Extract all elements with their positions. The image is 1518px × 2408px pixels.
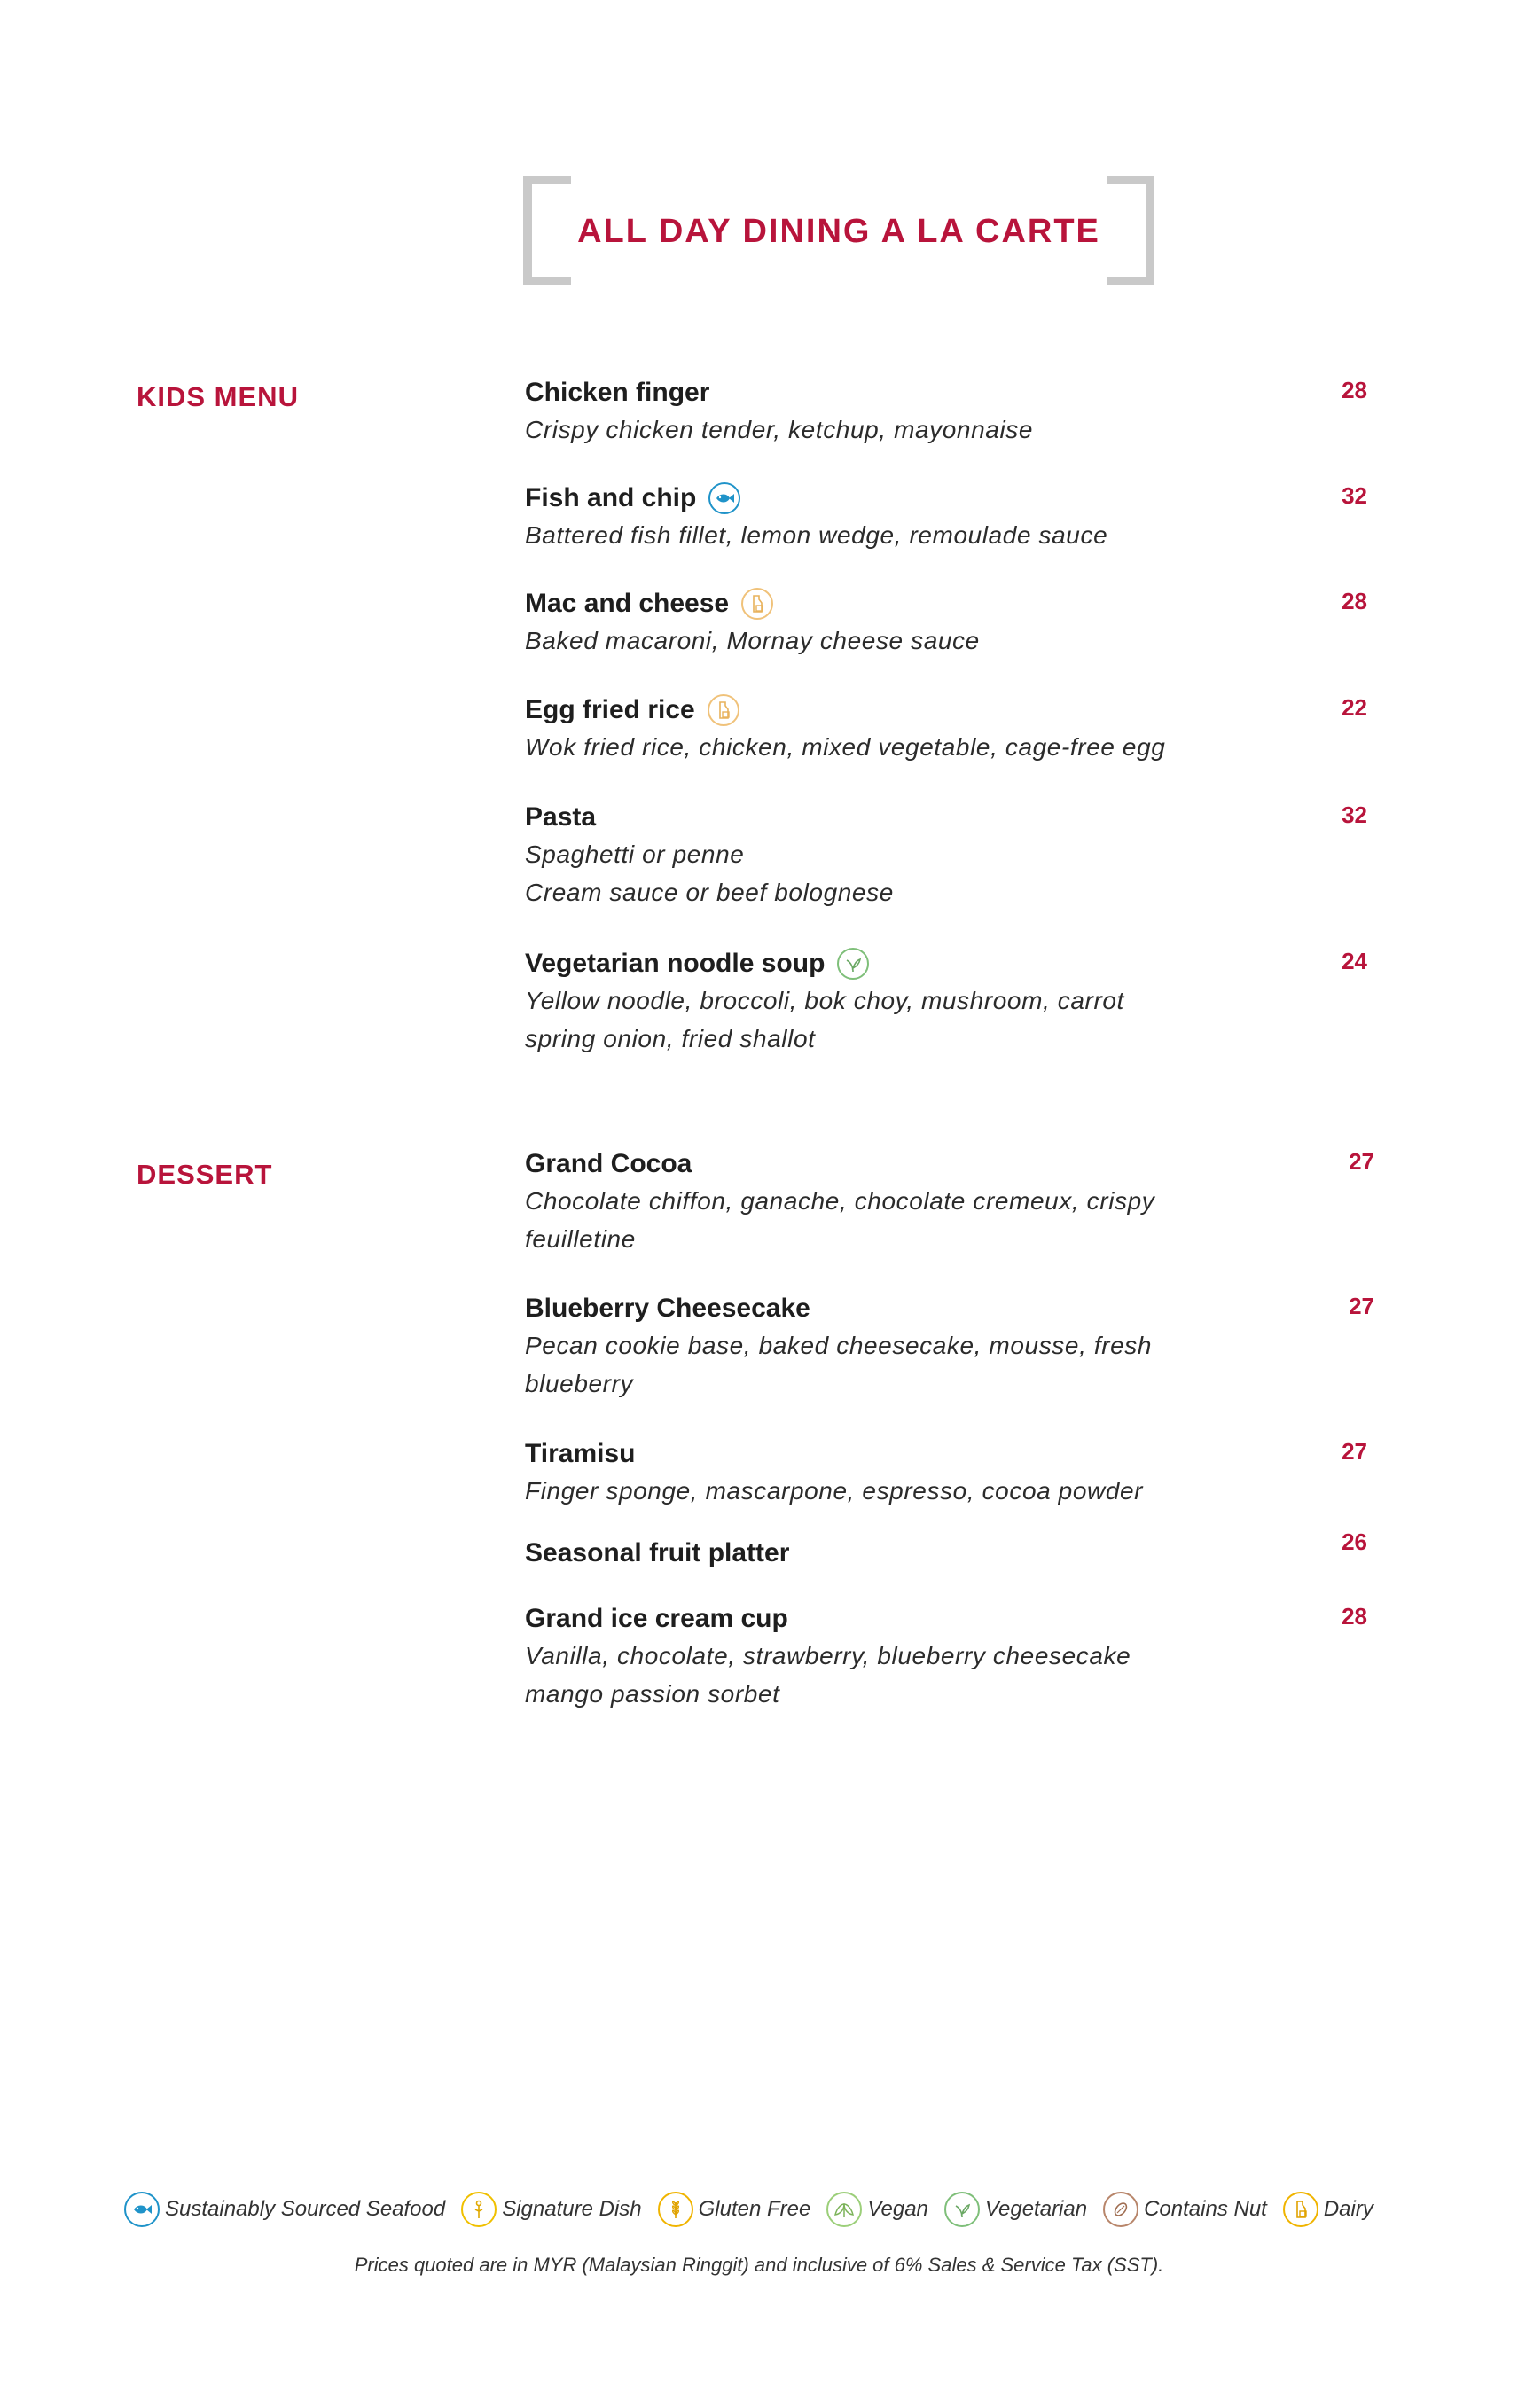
item-description: Finger sponge, mascarpone, espresso, cocoa powder: [525, 1477, 1144, 1505]
item-price: 28: [1342, 588, 1367, 614]
menu-item-tiramisu: [525, 1436, 1367, 1510]
section-label-dessert: DESSERT: [137, 1159, 273, 1190]
price-footnote: Prices quoted are in MYR (Malaysian Ringgit) and inclusive of 6% Sales & Service Tax (SST).: [354, 2254, 1164, 2276]
legend-label: Sustainably Sourced Seafood: [165, 2197, 446, 2221]
item-description: blueberry: [525, 1370, 634, 1397]
item-name: Pasta: [525, 802, 597, 832]
item-price: 22: [1342, 694, 1367, 721]
item-name: Grand ice cream cup: [525, 1604, 788, 1633]
legend-label: Contains Nut: [1144, 2197, 1267, 2221]
nut-icon: [1103, 2192, 1138, 2227]
item-price: 28: [1342, 1603, 1367, 1630]
item-description: Pecan cookie base, baked cheesecake, mousse, fresh: [525, 1332, 1153, 1359]
item-description: Baked macaroni, Mornay cheese sauce: [525, 627, 980, 654]
item-description: mango passion sorbet: [525, 1680, 780, 1708]
vegetarian-icon: [837, 948, 869, 980]
legend-item-gluten-free: [658, 2192, 811, 2227]
item-price: 32: [1342, 801, 1367, 828]
item-price: 27: [1342, 1438, 1367, 1465]
item-price: 26: [1342, 1528, 1367, 1555]
legend-item-vegan: [826, 2192, 928, 2227]
item-description: Cream sauce or beef bolognese: [525, 879, 894, 906]
title-frame: [523, 176, 1154, 285]
legend-label: Signature Dish: [502, 2197, 642, 2221]
page-title: ALL DAY DINING A LA CARTE: [577, 213, 1100, 250]
item-name: Grand Cocoa: [525, 1149, 692, 1178]
menu-item-vegetarian-noodle-soup: [525, 946, 1367, 1058]
legend-item-dairy: [1283, 2192, 1373, 2227]
item-price: 28: [1342, 377, 1367, 403]
item-description: Yellow noodle, broccoli, bok choy, mushroom, carrot: [525, 987, 1124, 1014]
item-description: feuilletine: [525, 1225, 636, 1253]
legend-label: Vegan: [867, 2197, 928, 2221]
menu-item-grand-ice-cream-cup: [525, 1601, 1367, 1713]
fish-icon: [124, 2192, 160, 2227]
vegetarian-icon: [944, 2192, 980, 2227]
menu-item-chicken-finger: [525, 375, 1367, 449]
dairy-icon: [708, 694, 739, 726]
item-name: Chicken finger: [525, 378, 710, 407]
item-price: 32: [1342, 482, 1367, 509]
item-name: Seasonal fruit platter: [525, 1538, 790, 1568]
legend-item-signature: [461, 2192, 641, 2227]
item-name: Egg fried rice: [525, 695, 695, 724]
menu-item-mac-and-cheese: [525, 586, 1367, 660]
item-name: Blueberry Cheesecake: [525, 1294, 810, 1323]
item-name: Tiramisu: [525, 1439, 636, 1468]
item-description: Vanilla, chocolate, strawberry, blueberry cheesecake: [525, 1642, 1131, 1669]
legend-label: Dairy: [1323, 2197, 1373, 2221]
item-description: Wok fried rice, chicken, mixed vegetable, cage-free egg: [525, 733, 1166, 761]
legend-item-seafood: [124, 2192, 445, 2227]
menu-item-egg-fried-rice: [525, 692, 1367, 766]
section-label-kids-menu: KIDS MENU: [137, 381, 299, 412]
item-description: Crispy chicken tender, ketchup, mayonnaise: [525, 416, 1034, 443]
signature-icon: [461, 2192, 497, 2227]
legend-item-nut: [1103, 2192, 1267, 2227]
legend-label: Vegetarian: [984, 2197, 1088, 2221]
item-description: Battered fish fillet, lemon wedge, remoulade sauce: [525, 521, 1108, 549]
item-description: spring onion, fried shallot: [525, 1025, 816, 1052]
menu-item-blueberry-cheesecake: [525, 1291, 1374, 1403]
dairy-icon: [741, 588, 773, 620]
item-description: Chocolate chiffon, ganache, chocolate cremeux, crispy: [525, 1187, 1155, 1215]
item-name: Fish and chip: [525, 483, 697, 512]
menu-item-grand-cocoa: [525, 1146, 1374, 1258]
legend-item-vegetarian: [944, 2192, 1087, 2227]
menu-item-seasonal-fruit-platter: [525, 1528, 1367, 1571]
item-name: Mac and cheese: [525, 589, 730, 618]
legend-label: Gluten Free: [698, 2197, 811, 2221]
dairy-icon: [1283, 2192, 1318, 2227]
menu-item-pasta: [525, 800, 1367, 911]
gluten-free-icon: [658, 2192, 693, 2227]
item-price: 27: [1349, 1293, 1374, 1319]
item-price: 27: [1349, 1148, 1374, 1175]
item-description: Spaghetti or penne: [525, 840, 745, 868]
item-name: Vegetarian noodle soup: [525, 949, 826, 978]
menu-item-fish-and-chip: [525, 481, 1367, 554]
item-price: 24: [1342, 948, 1367, 974]
fish-icon: [708, 482, 740, 514]
vegan-icon: [826, 2192, 862, 2227]
dietary-legend: [124, 2192, 1373, 2227]
